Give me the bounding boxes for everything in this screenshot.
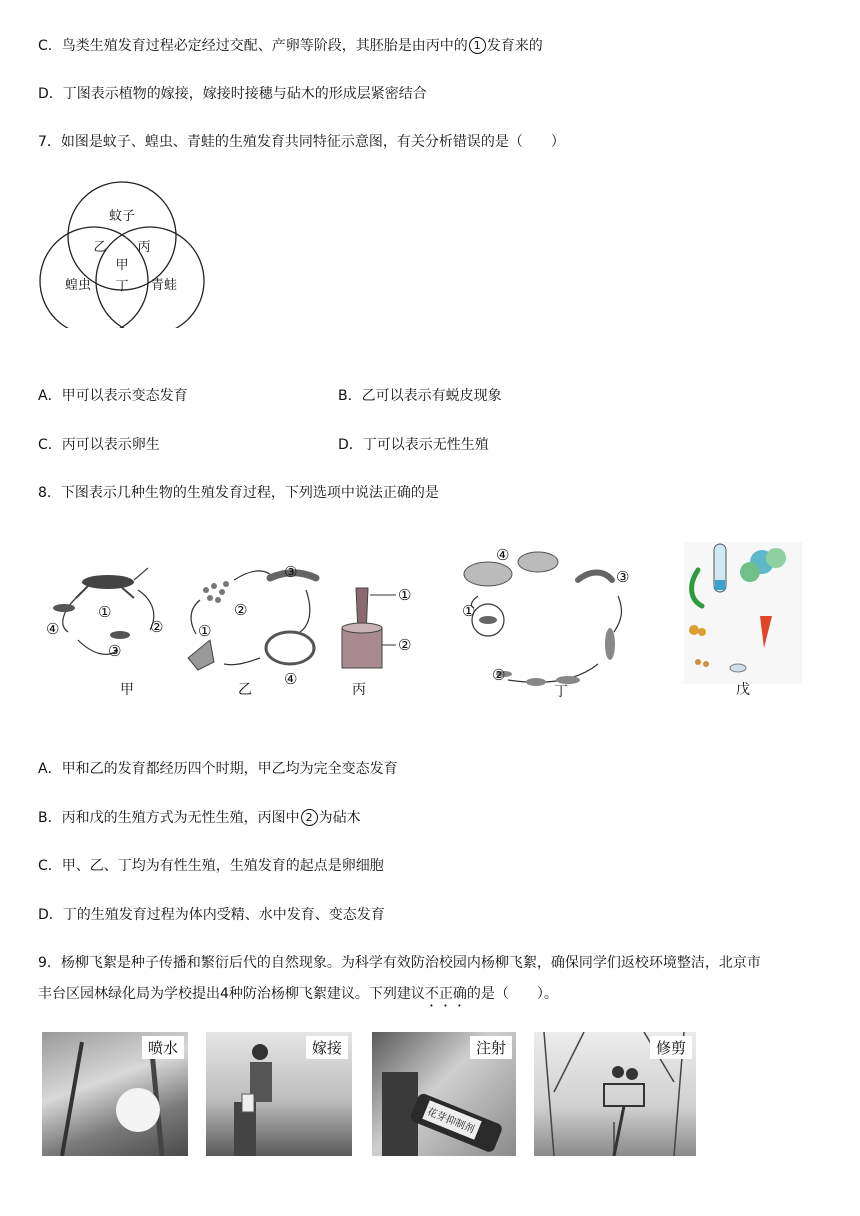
- svg-text:①: ①: [398, 586, 412, 604]
- svg-text:②: ②: [398, 636, 412, 654]
- photo-grafting: [206, 1032, 352, 1156]
- label-jia: 甲: [120, 682, 134, 698]
- photo-label-inject: 注射: [470, 1036, 512, 1059]
- frog-adult-icon: [464, 552, 558, 586]
- photo-pruning: [534, 1032, 696, 1156]
- q6-option-d: D．丁图表示植物的嫁接，嫁接时接穗与砧木的形成层紧密结合: [38, 86, 427, 102]
- figure-jia: [46, 568, 163, 698]
- svg-text:④: ④: [284, 670, 298, 688]
- q7-option-d: D．丁可以表示无性生殖: [338, 437, 489, 453]
- svg-text:③: ③: [616, 568, 630, 586]
- venn-label-jia: 甲: [115, 258, 129, 273]
- grasshopper-adult-icon: [76, 568, 148, 598]
- venn-label-frog: 青蛙: [150, 278, 178, 293]
- label-ding: 丁: [554, 684, 568, 700]
- figure-yi: [188, 563, 316, 698]
- q7-stem: 7．如图是蚊子、蝗虫、青蛙的生殖发育共同特征示意图，有关分析错误的是（ ）: [38, 134, 565, 150]
- emphasis-not-correct: 不正确: [424, 986, 467, 1002]
- callus-icon: [689, 625, 699, 635]
- figure-ding: [462, 546, 629, 700]
- venn-label-mosquito: 蚊子: [108, 209, 136, 224]
- q7-option-b: B．乙可以表示有蜕皮现象: [338, 388, 502, 404]
- venn-label-bing: 丙: [137, 240, 151, 255]
- q8-option-b: B．丙和戊的生殖方式为无性生殖，丙图中 2 为砧木: [38, 810, 361, 826]
- silkworm-eggs-icon: [203, 581, 229, 603]
- photo-spray-water: [42, 1032, 188, 1156]
- svg-text:②: ②: [150, 618, 164, 636]
- q6-option-c: C．鸟类生殖发育过程必定经过交配、产卵等阶段，其胚胎是由丙中的 1 发育来的: [38, 38, 543, 54]
- figure-bing: [342, 586, 411, 698]
- venn-circle-mosquito: [68, 182, 176, 290]
- svg-text:②: ②: [234, 601, 248, 619]
- q9-stem-line1: 9．杨柳飞絮是种子传播和繁衍后代的自然现象。为科学有效防治校园内杨柳飞絮，确保同学们返校环境整洁，北京市: [38, 955, 761, 971]
- silkworm-cocoon-icon: [266, 632, 314, 664]
- q8-option-a: A．甲和乙的发育都经历四个时期，甲乙均为完全变态发育: [38, 761, 398, 777]
- q8-stem: 8．下图表示几种生物的生殖发育过程，下列选项中说法正确的是: [38, 485, 439, 501]
- photo-injection: [372, 1032, 516, 1156]
- svg-text:②: ②: [492, 666, 506, 684]
- svg-text:④: ④: [46, 620, 60, 638]
- photo-label-spray: 喷水: [142, 1036, 184, 1059]
- svg-text:①: ①: [462, 602, 476, 620]
- svg-text:③: ③: [108, 642, 122, 660]
- venn-label-yi: 乙: [93, 240, 107, 255]
- label-yi: 乙: [238, 682, 252, 698]
- svg-text:①: ①: [198, 622, 212, 640]
- silkworm-moth-icon: [188, 640, 214, 670]
- q9-stem-line2: 丰台区园林绿化局为学校提出4种防治杨柳飞絮建议。下列建议不正确的是（ ）。: [38, 986, 558, 1002]
- figure-wu: [684, 542, 802, 698]
- frog-young-icon: [578, 573, 612, 581]
- photo-label-prune: 修剪: [650, 1036, 692, 1059]
- photo-label-graft: 嫁接: [306, 1036, 348, 1059]
- grasshopper-nymph-icon: [53, 604, 130, 639]
- svg-text:①: ①: [98, 603, 112, 621]
- q8-figure: [38, 540, 808, 700]
- svg-text:④: ④: [496, 546, 510, 564]
- label-wu: 戊: [736, 682, 750, 698]
- label-bing: 丙: [352, 682, 366, 698]
- venn-diagram: [38, 178, 208, 328]
- q8-option-d: D．丁的生殖发育过程为体内受精、水中发育、变态发育: [38, 907, 385, 923]
- bottle-label: 花芽抑制剂: [425, 1106, 476, 1136]
- q8-option-c: C．甲、乙、丁均为有性生殖，生殖发育的起点是卵细胞: [38, 858, 384, 874]
- venn-label-ding: 丁: [115, 279, 129, 294]
- q7-option-a: A．甲可以表示变态发育: [38, 388, 188, 404]
- rootstock-icon: [342, 628, 382, 668]
- svg-text:③: ③: [284, 563, 298, 581]
- venn-label-locust: 蝗虫: [64, 278, 92, 293]
- q7-option-c: C．丙可以表示卵生: [38, 437, 160, 453]
- tadpole-icon: [605, 628, 615, 660]
